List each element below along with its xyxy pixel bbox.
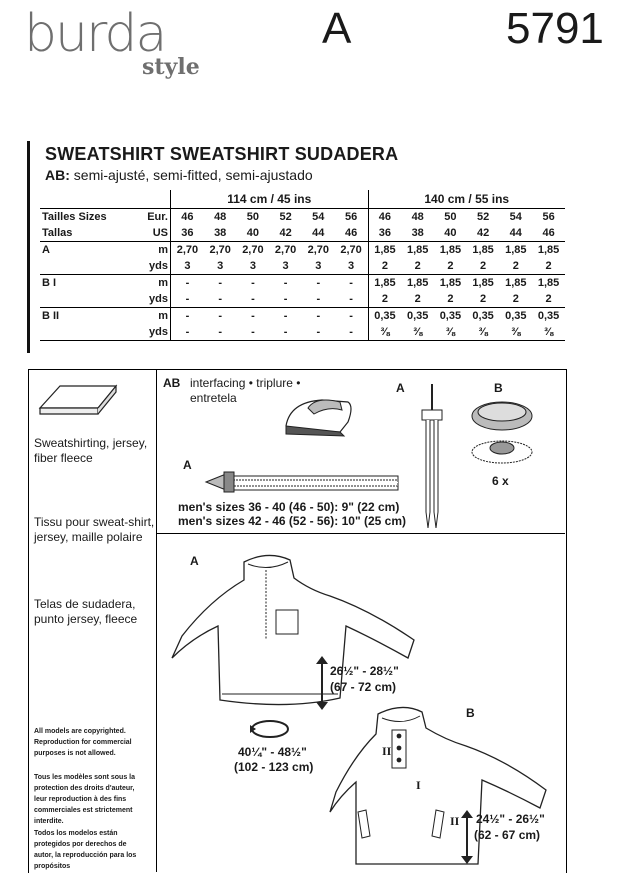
row-unit: m	[124, 275, 171, 292]
title-bar	[27, 141, 30, 353]
row-label: B II	[42, 310, 60, 322]
yardage-row	[40, 291, 565, 308]
yardage-cell: -	[283, 310, 288, 322]
interfacing-label-es: entretela	[190, 391, 237, 405]
view-letter: A	[322, 4, 352, 53]
yardage-cell: 2,70	[274, 244, 297, 256]
width-header-114: 114 cm / 45 ins	[171, 190, 369, 209]
yardage-cell: 0,35	[406, 310, 429, 322]
yardage-table	[40, 190, 565, 341]
row-label	[40, 324, 124, 341]
yardage-cell: 1,85	[505, 277, 527, 289]
yardage-cell: 2,70	[176, 244, 199, 256]
yardage-cell: -	[218, 310, 223, 322]
eur-row: Tailles Sizes Eur. 46 48 50 52 54 56 46 48 50 52 54 56	[40, 209, 565, 226]
row-label: B I	[42, 277, 57, 289]
yardage-cell: 2,70	[242, 244, 264, 256]
copyright-es: Todos los modelos están protegidos por derechos de autor, la reproducción para los propósitos	[34, 830, 137, 870]
yardage-cell: 2	[532, 258, 565, 275]
yardage-cell: 3	[204, 258, 237, 275]
yardage-cell: -	[302, 291, 335, 308]
style-logo: style	[142, 54, 200, 80]
tool-view-label: A	[396, 381, 405, 395]
row-unit: m	[124, 308, 171, 325]
yardage-cell: -	[335, 291, 368, 308]
copyright-fr: Tous les modèles sont sous la protection des droits d'auteur, leur reproduction à des fins commerciales est strictement interdite.	[34, 774, 136, 825]
yardage-cell: -	[204, 291, 237, 308]
yardage-cell: 3	[171, 258, 204, 275]
yardage-cell: -	[237, 324, 270, 341]
yardage-cell: -	[185, 277, 190, 289]
yardage-cell: 2	[368, 258, 401, 275]
row-unit: m	[124, 242, 171, 259]
snap-fastener-icon	[466, 398, 542, 468]
yardage-cell: -	[316, 310, 321, 322]
yardage-cell: -	[335, 308, 368, 325]
yardage-cell: 3	[302, 258, 335, 275]
yardage-cell: 2	[434, 291, 467, 308]
snap-view-label: B	[494, 381, 503, 395]
yardage-cell: 3	[237, 258, 270, 275]
yardage-cell: ⅜	[467, 324, 500, 341]
yardage-cell: -	[316, 277, 321, 289]
snap-count: 6 x	[492, 474, 509, 488]
row-label	[40, 258, 124, 275]
zipper-icon	[204, 468, 400, 496]
yardage-cell: -	[237, 291, 270, 308]
view-b-label: B	[466, 706, 475, 720]
notions-ab-label: AB	[163, 376, 181, 390]
fabric-fr: Tissu pour sweat-shirt, jersey, maille polaire	[34, 515, 155, 544]
yardage-cell: 0,35	[537, 310, 560, 322]
yardage-cell: 2	[499, 258, 532, 275]
us-row: Tallas US 36 38 40 42 44 46 36 38 40 42 44 46	[40, 225, 565, 242]
yardage-cell: 0,35	[472, 310, 494, 322]
yardage-cell: 2,70	[307, 244, 330, 256]
yardage-cell: -	[283, 277, 288, 289]
width-header-140: 140 cm / 55 ins	[368, 190, 565, 209]
fabric-en: Sweatshirting, jersey, fiber fleece	[34, 436, 148, 465]
yardage-cell: 2	[499, 291, 532, 308]
yardage-cell: 1,85	[439, 277, 462, 289]
yardage-cell: 1,85	[472, 277, 494, 289]
iron-icon	[282, 392, 358, 436]
a-hip: 40¼" - 48½"	[238, 745, 307, 759]
yardage-cell: 2	[401, 291, 434, 308]
yardage-cell: 1,85	[537, 244, 560, 256]
yardage-cell: -	[204, 324, 237, 341]
fabric-es: Telas de sudadera, punto jersey, fleece	[34, 597, 138, 626]
yardage-row	[40, 258, 565, 275]
yardage-cell: 3	[269, 258, 302, 275]
yardage-cell: ⅜	[499, 324, 532, 341]
yardage-cell: -	[302, 324, 335, 341]
row-label: A	[42, 244, 50, 256]
b-piece-body: I	[416, 778, 421, 792]
yardage-cell: 2,70	[209, 244, 231, 256]
b-length-cm: (62 - 67 cm)	[474, 828, 541, 842]
zip-view-label: A	[183, 458, 192, 472]
yardage-cell: 2	[401, 258, 434, 275]
yardage-row	[40, 275, 565, 292]
yardage-cell: 1,85	[537, 277, 560, 289]
zip-size-1: men's sizes 36 - 40 (46 - 50): 9" (22 cm)	[178, 500, 400, 514]
page-title: SWEATSHIRT SWEATSHIRT SUDADERA	[45, 144, 399, 164]
yardage-cell: 2	[467, 258, 500, 275]
pattern-number: 5791	[506, 4, 604, 53]
view-a-label: A	[190, 554, 199, 568]
yardage-cell: -	[251, 277, 255, 289]
fit-prefix: AB:	[45, 167, 70, 183]
yardage-cell: 2	[434, 258, 467, 275]
yardage-cell: 2	[368, 291, 401, 308]
yardage-cell: 0,35	[439, 310, 462, 322]
yardage-cell: -	[269, 324, 302, 341]
interfacing-label: interfacing • triplure •	[190, 376, 301, 390]
b-length-arrow	[461, 810, 473, 864]
yardage-cell: ⅜	[368, 324, 401, 341]
yardage-cell: -	[171, 291, 204, 308]
yardage-cell: -	[251, 310, 255, 322]
row-label	[40, 291, 124, 308]
yardage-cell: -	[269, 291, 302, 308]
fit-description	[45, 167, 313, 183]
row-unit: yds	[124, 291, 171, 308]
yardage-cell: 0,35	[374, 310, 396, 322]
row-unit: yds	[124, 324, 171, 341]
fabric-roll-icon	[36, 378, 120, 416]
a-length: 26½" - 28½"	[330, 664, 399, 678]
yardage-cell: ⅜	[434, 324, 467, 341]
a-length-cm: (67 - 72 cm)	[330, 680, 397, 694]
b-piece-collar: II	[382, 744, 392, 758]
yardage-cell: -	[335, 275, 368, 292]
yardage-row	[40, 324, 565, 341]
yardage-row	[40, 308, 565, 325]
b-length: 24½" - 26½"	[476, 812, 545, 826]
yardage-cell: 2,70	[335, 242, 368, 259]
yardage-cell: 1,85	[439, 244, 462, 256]
yardage-cell: 2	[467, 291, 500, 308]
row-unit: yds	[124, 258, 171, 275]
row-divider	[156, 533, 565, 534]
yardage-cell: 1,85	[472, 244, 494, 256]
copyright-en: All models are copyrighted. Reproduction for commercial purposes is not allowed.	[34, 728, 132, 757]
yardage-cell: ⅜	[401, 324, 434, 341]
column-divider	[156, 369, 157, 872]
yardage-row	[40, 242, 565, 259]
zip-size-2: men's sizes 42 - 46 (52 - 56): 10" (25 cm)	[178, 514, 406, 528]
yardage-cell: 1,85	[505, 244, 527, 256]
a-hip-loop	[248, 718, 292, 740]
yardage-cell: -	[185, 310, 190, 322]
yardage-cell: -	[335, 324, 368, 341]
fit-text: semi-ajusté, semi-fitted, semi-ajustado	[73, 167, 313, 183]
yardage-cell: 1,85	[374, 244, 396, 256]
yardage-cell: 3	[335, 258, 368, 275]
yardage-cell: 2	[532, 291, 565, 308]
b-piece-pocket: II	[450, 814, 460, 828]
eyelet-tool-icon	[412, 382, 454, 530]
yardage-cell: -	[171, 324, 204, 341]
burda-logo: burda	[24, 4, 166, 64]
yardage-cell: 1,85	[406, 244, 429, 256]
yardage-cell: ⅜	[532, 324, 565, 341]
yardage-cell: 0,35	[505, 310, 527, 322]
yardage-cell: 1,85	[406, 277, 429, 289]
sweatshirt-b-drawing	[326, 700, 560, 872]
yardage-cell: -	[218, 277, 223, 289]
a-hip-cm: (102 - 123 cm)	[234, 760, 314, 774]
yardage-cell: 1,85	[374, 277, 396, 289]
